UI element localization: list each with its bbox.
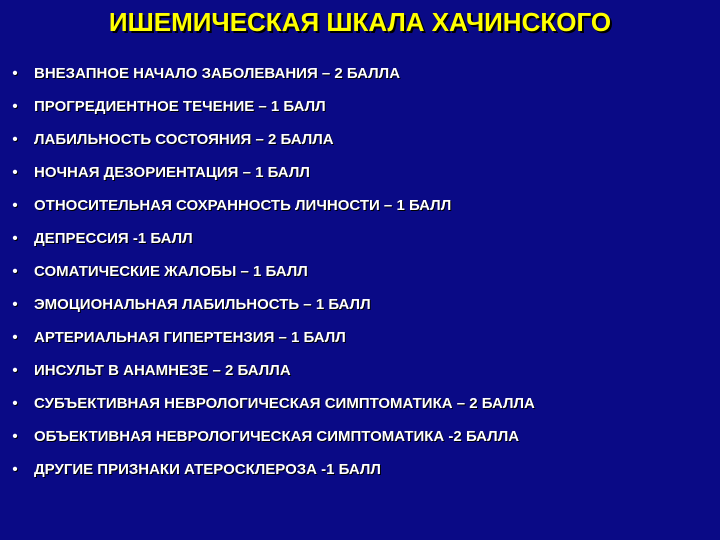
- list-item-text: СОМАТИЧЕСКИЕ ЖАЛОБЫ – 1 БАЛЛ: [34, 263, 308, 280]
- slide-title: ИШЕМИЧЕСКАЯ ШКАЛА ХАЧИНСКОГО: [108, 7, 612, 37]
- bullet-icon: •: [12, 131, 18, 148]
- list-item: [8, 294, 698, 316]
- list-item: [8, 360, 698, 382]
- list-item-text: ИНСУЛЬТ В АНАМНЕЗЕ – 2 БАЛЛА: [34, 362, 291, 379]
- bullet-icon: •: [12, 65, 18, 82]
- list-item-text: ПРОГРЕДИЕНТНОЕ ТЕЧЕНИЕ – 1 БАЛЛ: [34, 98, 326, 115]
- list-item: [8, 129, 698, 151]
- list-item-text: ОБЪЕКТИВНАЯ НЕВРОЛОГИЧЕСКАЯ СИМПТОМАТИКА -2 БАЛЛА: [34, 428, 520, 445]
- list-item-text: СУБЪЕКТИВНАЯ НЕВРОЛОГИЧЕСКАЯ СИМПТОМАТИКА – 2 БАЛЛА: [34, 395, 535, 412]
- list-item: [8, 63, 698, 85]
- list-item: [8, 162, 698, 184]
- list-item: [8, 426, 698, 448]
- list-item-text: АРТЕРИАЛЬНАЯ ГИПЕРТЕНЗИЯ – 1 БАЛЛ: [34, 329, 346, 346]
- bullet-icon: •: [12, 329, 18, 346]
- list-item: [8, 261, 698, 283]
- list-item: [8, 195, 698, 217]
- bullet-icon: •: [12, 362, 18, 379]
- list-item: [8, 393, 698, 415]
- list-item-text: ДРУГИЕ ПРИЗНАКИ АТЕРОСКЛЕРОЗА -1 БАЛЛ: [34, 461, 381, 478]
- bullet-icon: •: [12, 296, 18, 313]
- bullet-icon: •: [12, 395, 18, 412]
- bullet-icon: •: [12, 197, 18, 214]
- bullet-icon: •: [12, 164, 18, 181]
- list-item: [8, 459, 698, 481]
- bullet-icon: •: [12, 428, 18, 445]
- list-item-text: ДЕПРЕССИЯ -1 БАЛЛ: [34, 230, 193, 247]
- list-item-text: ОТНОСИТЕЛЬНАЯ СОХРАННОСТЬ ЛИЧНОСТИ – 1 БАЛЛ: [34, 197, 452, 214]
- bullet-icon: •: [12, 98, 18, 115]
- list-item-text: ЭМОЦИОНАЛЬНАЯ ЛАБИЛЬНОСТЬ – 1 БАЛЛ: [34, 296, 371, 313]
- bullet-icon: •: [12, 461, 18, 478]
- list-item: [8, 96, 698, 118]
- list-item: [8, 327, 698, 349]
- list-item: [8, 228, 698, 250]
- list-item-text: НОЧНАЯ ДЕЗОРИЕНТАЦИЯ – 1 БАЛЛ: [34, 164, 310, 181]
- criteria-list: [8, 63, 698, 492]
- bullet-icon: •: [12, 263, 18, 280]
- bullet-icon: •: [12, 230, 18, 247]
- list-item-text: ВНЕЗАПНОЕ НАЧАЛО ЗАБОЛЕВАНИЯ – 2 БАЛЛА: [34, 65, 401, 82]
- list-item-text: ЛАБИЛЬНОСТЬ СОСТОЯНИЯ – 2 БАЛЛА: [34, 131, 334, 148]
